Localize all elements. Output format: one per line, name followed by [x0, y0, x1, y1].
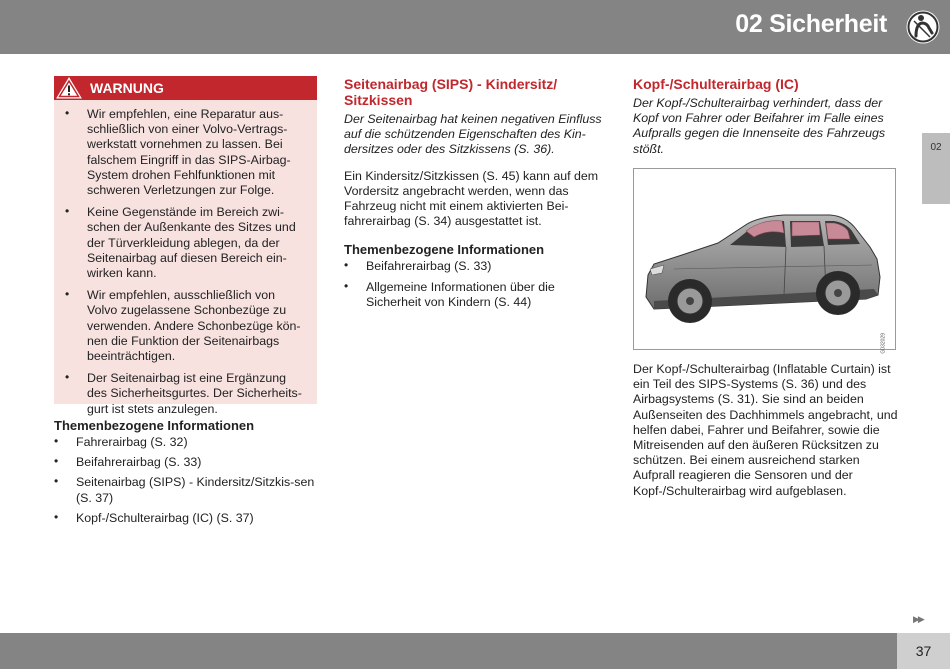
ic-body — [633, 362, 898, 499]
warning-item: • Wir empfehlen, ausschließlich von Volvo zugelassene Schonbezüge zu verwenden. Andere Schonbezüge kön-nen die Funktion der Seitenairbags beeinträchtigen. — [54, 288, 307, 364]
section-intro: Der Seitenairbag hat keinen negativen Einfluss auf die schützenden Eigenschaften des Kin-dersitzes oder des Sitzkissens (S. 36). — [344, 112, 602, 157]
related-info-list — [344, 259, 609, 310]
page-number-box — [897, 633, 950, 669]
section-heading: Seitenairbag (SIPS) - Kindersitz/ Sitzkissen — [344, 76, 558, 108]
warning-bar — [54, 76, 317, 100]
related-link[interactable]: • Allgemeine Informationen über die Sicherheit von Kindern (S. 44) — [344, 280, 609, 310]
warning-item: • Wir empfehlen, eine Reparatur aus-schließlich von einer Volvo-Vertrags-werkstatt vornehmen zu lassen. Bei falschem Eingriff in das SIPS-Airbag-System drohen Fehlfunktionen mit schweren Verletzungen zur Folge. — [54, 107, 307, 198]
related-info-section — [54, 418, 317, 531]
chapter-tab[interactable] — [922, 133, 950, 204]
related-link[interactable]: • Fahrerairbag (S. 32) — [54, 435, 317, 450]
page-footer — [0, 633, 897, 669]
warning-triangle-icon — [56, 77, 82, 99]
warning-list — [54, 100, 317, 417]
section-body: Der Kopf-/Schulterairbag (Inflatable Curtain) ist ein Teil des SIPS-Systems (S. 36) und des Airbagsystems (S. 31). Sie sind an beiden Außenseiten des Dachhimmels angebracht, und helfen dabei, Fahrer und Beifahrer, sowie die Mitreisenden auf den äußeren Rücksitzen zu schützen. Bei einem ausreichend starken Aufprall reagieren die Sensoren und der Kopf-/Schulterairbag wird aufgeblasen. — [633, 362, 898, 498]
sips-section — [344, 76, 609, 315]
chapter-tab-label: 02 — [930, 142, 942, 153]
related-info-heading: Themenbezogene Informationen — [344, 242, 545, 258]
warning-label: WARNUNG — [90, 80, 164, 96]
page-number: 37 — [915, 643, 932, 659]
figure-code: G032029 — [881, 333, 887, 354]
related-link[interactable]: • Beifahrerairbag (S. 33) — [54, 455, 317, 470]
car-illustration — [633, 168, 896, 354]
page-header — [0, 0, 950, 54]
related-info-list — [54, 435, 317, 526]
section-body: Ein Kindersitz/Sitzkissen (S. 45) kann auf dem Vordersitz angebracht werden, wenn das Fahrzeug nicht mit einem aktivierten Bei-fahrerairbag (S. 34) ausgestattet ist. — [344, 168, 599, 229]
warning-item: • Keine Gegenstände im Bereich zwi-schen der Außenkante des Sitzes und der Türverkleidung ablegen, da der Seitenairbag auf diesen Bereich ein-wirken kann. — [54, 205, 307, 281]
section-heading: Kopf-/Schulterairbag (IC) — [633, 76, 799, 92]
warning-box — [54, 76, 317, 416]
section-intro: Der Kopf-/Schulterairbag verhindert, dass der Kopf von Fahrer oder Beifahrer im Falle eines Aufpralls gegen die Innenseite des Fahrzeugs stößt. — [633, 96, 886, 156]
next-page-arrows-icon[interactable]: ▶▶ — [913, 614, 923, 624]
chapter-title: 02 Sicherheit — [735, 10, 887, 38]
warning-item: • Der Seitenairbag ist eine Ergänzung des Sicherheitsgurtes. Der Sicherheits-gurt ist stets anzulegen. — [54, 371, 307, 417]
suv-curtain-airbag-icon — [634, 169, 895, 349]
related-info-heading: Themenbezogene Informationen — [54, 418, 255, 433]
ic-section — [633, 76, 898, 157]
seatbelt-icon — [905, 9, 941, 45]
related-link[interactable]: • Kopf-/Schulterairbag (IC) (S. 37) — [54, 511, 317, 526]
related-link[interactable]: • Beifahrerairbag (S. 33) — [344, 259, 609, 274]
related-link[interactable]: • Seitenairbag (SIPS) - Kindersitz/Sitzkis-sen (S. 37) — [54, 475, 317, 505]
